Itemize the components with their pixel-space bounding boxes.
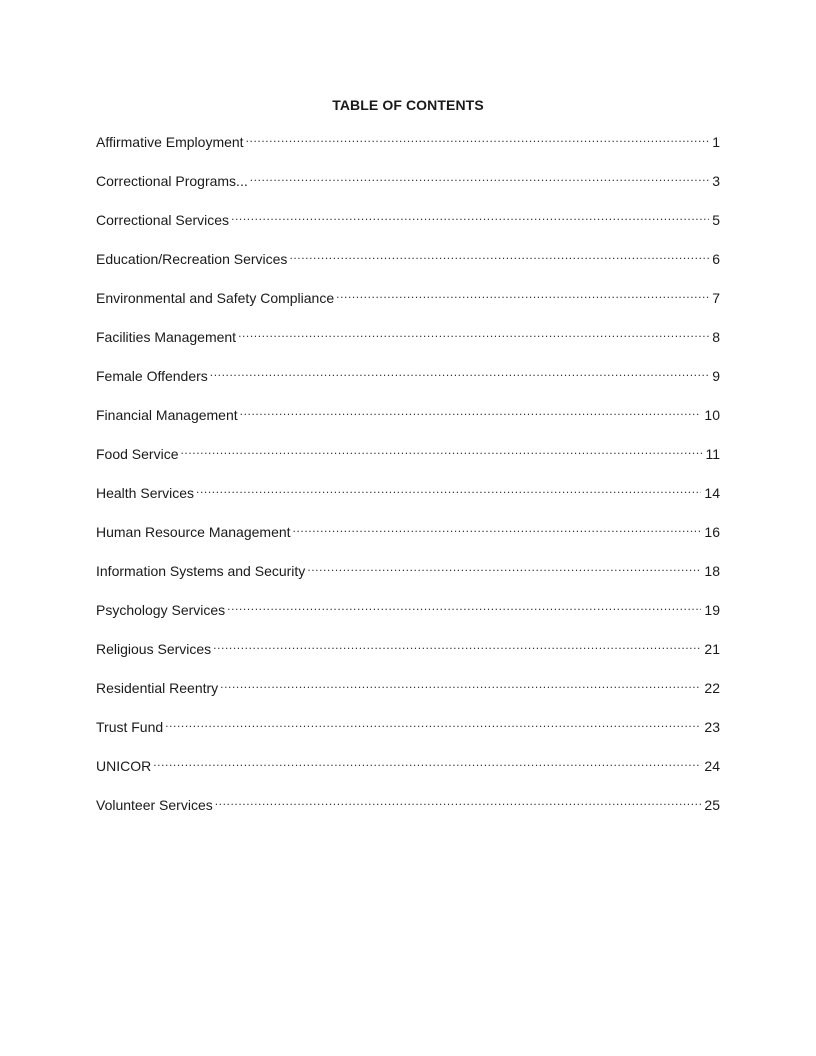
toc-entry-page-number: 9 xyxy=(712,368,720,384)
toc-title: TABLE OF CONTENTS xyxy=(332,97,484,113)
toc-entry-page-number: 5 xyxy=(712,212,720,228)
toc-entry[interactable] xyxy=(96,675,720,714)
toc-entry[interactable] xyxy=(96,168,720,207)
toc-entry-label: Trust Fund xyxy=(96,719,164,735)
toc-entry[interactable] xyxy=(96,363,720,402)
toc-dot-leader xyxy=(336,285,709,303)
toc-entry-page-number: 16 xyxy=(704,524,720,540)
toc-dot-leader xyxy=(250,168,709,186)
toc-entry-label: Female Offenders xyxy=(96,368,208,384)
toc-entry[interactable] xyxy=(96,636,720,675)
toc-entry-page-number: 10 xyxy=(704,407,720,423)
toc-entry-page-number: 1 xyxy=(712,134,720,150)
toc-entry-label: Psychology Services xyxy=(96,602,226,618)
toc-dot-leader xyxy=(220,675,701,693)
toc-entry-page-number: 22 xyxy=(704,680,720,696)
toc-entry-page-number: 19 xyxy=(704,602,720,618)
toc-dot-leader xyxy=(213,636,701,654)
toc-dot-leader xyxy=(180,441,702,459)
toc-entry[interactable] xyxy=(96,207,720,246)
toc-dot-leader xyxy=(165,714,701,732)
toc-dot-leader xyxy=(307,558,701,576)
toc-entry-label: Affirmative Employment xyxy=(96,134,244,150)
toc-dot-leader xyxy=(231,207,709,225)
toc-entry-label: Human Resource Management xyxy=(96,524,291,540)
toc-entry-page-number: 24 xyxy=(704,758,720,774)
toc-entry-label: Religious Services xyxy=(96,641,212,657)
toc-dot-leader xyxy=(240,402,702,420)
toc-entry-label: UNICOR xyxy=(96,758,152,774)
toc-dot-leader xyxy=(289,246,709,264)
toc-entry-page-number: 14 xyxy=(704,485,720,501)
toc-entry-page-number: 23 xyxy=(704,719,720,735)
toc-entry[interactable] xyxy=(96,519,720,558)
toc-entry[interactable] xyxy=(96,129,720,168)
toc-entry[interactable] xyxy=(96,285,720,324)
toc-entry-label: Information Systems and Security xyxy=(96,563,306,579)
toc-dot-leader xyxy=(210,363,709,381)
toc-entry-page-number: 11 xyxy=(705,446,720,462)
toc-entry-page-number: 6 xyxy=(712,251,720,267)
toc-entry-page-number: 7 xyxy=(712,290,720,306)
toc-entry-label: Correctional Services xyxy=(96,212,230,228)
toc-entry[interactable] xyxy=(96,402,720,441)
toc-entry-label: Food Service xyxy=(96,446,179,462)
toc-entry[interactable] xyxy=(96,792,720,831)
toc-entry-page-number: 21 xyxy=(704,641,720,657)
toc-dot-leader xyxy=(246,129,710,147)
toc-dot-leader xyxy=(196,480,701,498)
toc-entry[interactable] xyxy=(96,714,720,753)
toc-entry-label: Facilities Management xyxy=(96,329,237,345)
toc-entry[interactable] xyxy=(96,753,720,792)
toc-entry[interactable] xyxy=(96,597,720,636)
toc-entry[interactable] xyxy=(96,480,720,519)
toc-entry-label: Health Services xyxy=(96,485,195,501)
toc-entry[interactable] xyxy=(96,441,720,480)
toc-entry-label: Residential Reentry xyxy=(96,680,219,696)
toc-dot-leader xyxy=(227,597,701,615)
toc-list xyxy=(96,129,720,831)
toc-dot-leader xyxy=(238,324,709,342)
toc-entry-page-number: 25 xyxy=(704,797,720,813)
toc-dot-leader xyxy=(215,792,702,810)
toc-entry[interactable] xyxy=(96,246,720,285)
toc-entry-page-number: 8 xyxy=(712,329,720,345)
toc-entry-page-number: 18 xyxy=(704,563,720,579)
toc-dot-leader xyxy=(293,519,702,537)
toc-entry-label: Volunteer Services xyxy=(96,797,213,813)
toc-dot-leader xyxy=(153,753,701,771)
toc-entry[interactable] xyxy=(96,324,720,363)
toc-entry-label: Environmental and Safety Compliance xyxy=(96,290,335,306)
toc-entry-page-number: 3 xyxy=(712,173,720,189)
toc-entry[interactable] xyxy=(96,558,720,597)
toc-entry-label: Financial Management xyxy=(96,407,238,423)
toc-entry-label: Education/Recreation Services xyxy=(96,251,288,267)
toc-entry-label: Correctional Programs... xyxy=(96,173,248,189)
